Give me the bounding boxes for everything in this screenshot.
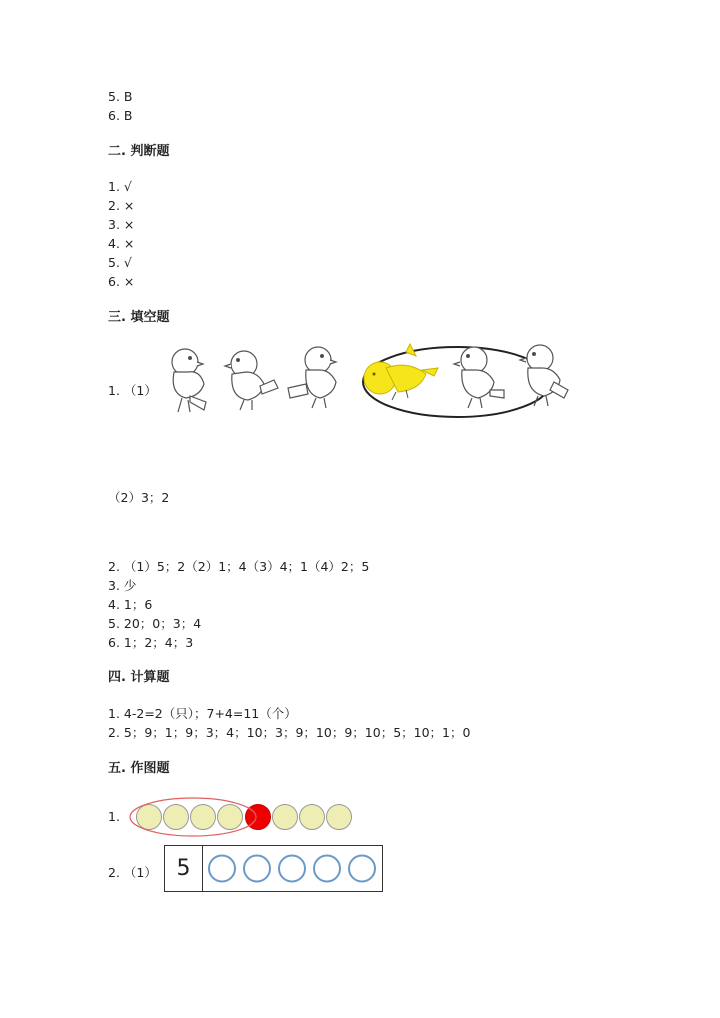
answer-6: 6. B (108, 108, 133, 123)
bird-outline-icon (454, 347, 504, 408)
calc-answer-2: 2. 5；9；1；9；3；4；10；3；9；10；9；10；5；10；1；0 (108, 725, 471, 740)
birds-illustration (160, 340, 590, 420)
judge-answer-6: 6. × (108, 274, 135, 289)
judge-answer-3: 3. × (108, 217, 135, 232)
circle-blue (244, 856, 270, 882)
bird-outline-icon (225, 351, 278, 410)
fill-answer-5: 5. 20；0；3；4 (108, 616, 202, 631)
fill-q1-label: 1. （1） (108, 383, 157, 398)
circles-drawing (128, 796, 358, 838)
draw-q2-label: 2. （1） (108, 865, 157, 880)
bird-outline-icon (288, 347, 336, 408)
answer-5: 5. B (108, 89, 133, 104)
fill-q1-sub2: （2）3；2 (108, 490, 170, 505)
circle-yellow (300, 805, 325, 830)
circle-blue (279, 856, 305, 882)
circle-blue (349, 856, 375, 882)
section-title-calculation: 四. 计算题 (108, 670, 170, 685)
yellow-bird-icon (364, 344, 438, 400)
circle-yellow (191, 805, 216, 830)
judge-answer-1: 1. √ (108, 179, 132, 194)
section-title-judgement: 二. 判断题 (108, 144, 170, 159)
circle-blue (209, 856, 235, 882)
judge-answer-2: 2. × (108, 198, 135, 213)
bird-outline-icon (172, 349, 206, 412)
draw-q1-label: 1. (108, 809, 120, 824)
circle-blue (314, 856, 340, 882)
circle-yellow (327, 805, 352, 830)
judge-answer-4: 4. × (108, 236, 135, 251)
circle-yellow (218, 805, 243, 830)
fill-answer-2: 2. （1）5；2（2）1；4（3）4；1（4）2；5 (108, 559, 370, 574)
box-number: 5 (176, 856, 191, 881)
circle-yellow (137, 805, 162, 830)
fill-answer-6: 6. 1；2；4；3 (108, 635, 194, 650)
fill-answer-3: 3. 少 (108, 578, 137, 593)
circle-yellow (164, 805, 189, 830)
fill-answer-4: 4. 1；6 (108, 597, 153, 612)
box-circles (202, 846, 382, 891)
calc-answer-1: 1. 4-2=2（只）；7+4=11（个） (108, 706, 297, 721)
circle-yellow (273, 805, 298, 830)
judge-answer-5: 5. √ (108, 255, 132, 270)
section-title-fill-blank: 三. 填空题 (108, 310, 170, 325)
section-title-drawing: 五. 作图题 (108, 761, 170, 776)
